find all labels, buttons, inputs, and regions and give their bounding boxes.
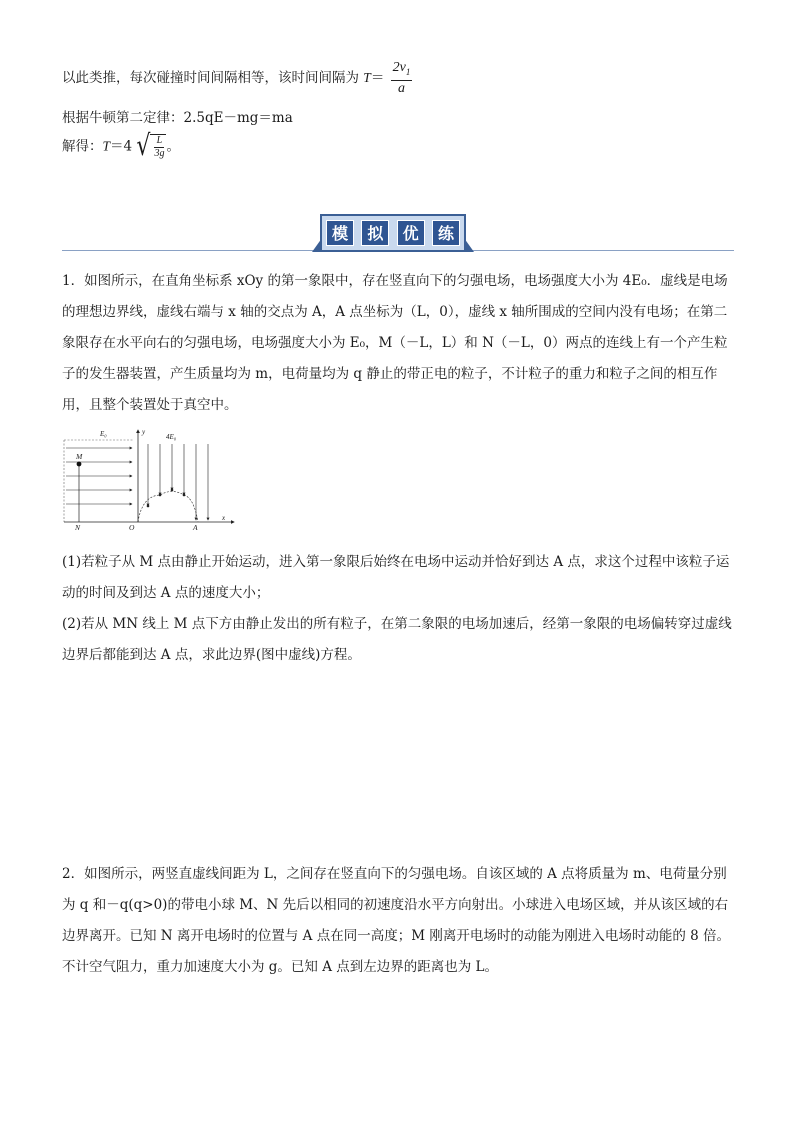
intro-line-solution — [62, 130, 180, 163]
sqrt-numerator: L — [154, 135, 164, 148]
intro-line-interval — [62, 60, 412, 97]
label-y: y — [142, 428, 146, 436]
label-n: N — [75, 523, 81, 530]
solution-eq: ＝4 — [110, 138, 133, 155]
label-o: O — [129, 523, 135, 530]
question-1-text: 1．如图所示，在直角坐标系 xOy 的第一象限中，存在竖直向下的匀强电场，电场强度大小为 4E₀．虚线是电场的理想边界线，虚线右端与 x 轴的交点为 A，A 点坐标为（L，0），虚线 x 轴所围成的空间内没有电场；在第二象限存在水平向右的匀强电场，电场强度大小为 E₀，M（－L，L）和 N（－L，0）两点的连线上有一个产生粒子的发生器装置，产生质量均为 m，电荷量均为 q 静止的带正电的粒子，不计粒子的重力和粒子之间的相互作用，且整个装置处于真空中。 — [62, 273, 728, 413]
label-a: A — [193, 523, 198, 530]
banner-char: 优 — [397, 220, 425, 246]
label-m: M — [76, 452, 83, 461]
sqrt-expression: √ $\frac{L}{3g}$ — [136, 130, 165, 163]
intro-line1-T: T — [363, 69, 371, 85]
question-1-part-2: (2)若从 MN 线上 M 点下方由静止发出的所有粒子，在第二象限的电场加速后，经第一象限的电场偏转穿过虚线边界后都能到达 A 点，求此边界(图中虚线)方程。 — [62, 616, 732, 663]
field-diagram — [62, 426, 242, 530]
question-1-part-1: (1)若粒子从 M 点由静止开始运动，进入第一象限后始终在电场中运动并恰好到达 A 点，求这个过程中该粒子运动的时间及到达 A 点的速度大小； — [62, 554, 730, 601]
solution-T: T — [102, 138, 111, 154]
label-e0: E₀ — [100, 430, 107, 438]
vertical-field-arrows — [148, 444, 208, 520]
label-4e0: 4E₀ — [166, 433, 177, 441]
solution-label: 解得： — [62, 138, 103, 155]
interval-fraction — [391, 60, 413, 97]
section-banner — [312, 214, 474, 254]
sqrt-denominator: 3g — [154, 148, 165, 159]
banner-char: 模 — [326, 220, 354, 246]
banner-char: 练 — [432, 220, 460, 246]
boundary-point — [159, 494, 162, 497]
label-x: x — [222, 514, 226, 522]
question-2-text: 2．如图所示，两竖直虚线间距为 L，之间存在竖直向下的匀强电场。自该区域的 A 点将质量为 m、电荷量分别为 q 和－q(q>0)的带电小球 M、N 先后以相同的初速度沿水平方向射出。小球进入电场区域，并从该区域的右边界离开。已知 N 离开电场时的位置与 A 点在同一高度；M 刚离开电场时的动能为刚进入电场时动能的 8 倍。不计空气阻力，重力加速度大小为 g。已知 A 点到左边界的距离也为 L。 — [62, 866, 731, 975]
fraction-numerator: 2v — [392, 60, 406, 75]
boundary-point — [171, 489, 174, 492]
fraction-denominator: a — [397, 80, 405, 96]
boundary-point — [147, 505, 150, 508]
banner-char: 拟 — [361, 220, 389, 246]
fraction-numerator-sub: 1 — [405, 66, 411, 77]
intro-line1-text: 以此类推，每次碰撞时间间隔相等，该时间间隔为 — [62, 69, 359, 86]
solution-end: 。 — [166, 138, 180, 155]
intro-line1-eq: ＝ — [370, 69, 385, 86]
point-m — [77, 462, 82, 467]
banner-characters — [326, 220, 460, 246]
intro-line-newton: 根据牛顿第二定律：2.5qE－mg＝ma — [62, 110, 293, 126]
boundary-point — [183, 494, 186, 497]
